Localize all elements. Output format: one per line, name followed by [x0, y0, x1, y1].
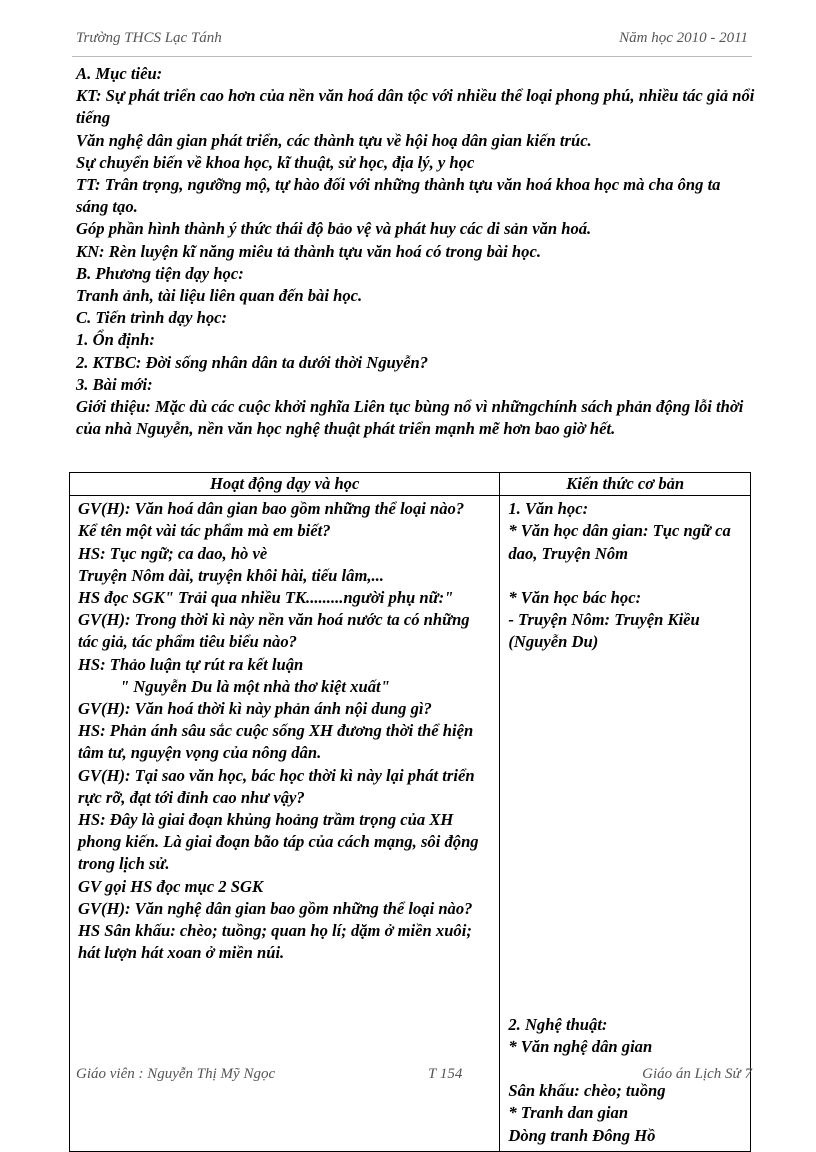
left-line: HS: Đây là giai đoạn khủng hoảng trầm trọng của XH phong kiến. Là giai đoạn bão táp của cách mạng, sôi động trong lịch sử.	[78, 810, 479, 874]
right-line: * Văn học dân gian: Tục ngữ ca dao, Truyện Nôm	[508, 521, 731, 563]
right-line: 2. Nghệ thuật:	[508, 1014, 608, 1034]
knowledge-spacer	[508, 654, 744, 1014]
school-year: Năm học 2010 - 2011	[619, 30, 748, 46]
left-line: GV(H): Văn hoá thời kì này phản ánh nội dung gì?	[78, 699, 432, 719]
left-line: GV(H): Văn hoá dân gian bao gồm những thể loại nào?	[78, 499, 465, 519]
page-footer	[76, 1066, 752, 1086]
step-new-lesson: 3. Bài mới:	[76, 374, 153, 394]
materials-text: Tranh ảnh, tài liệu liên quan đến bài học.	[76, 286, 363, 306]
left-line: HS: Phản ánh sâu sắc cuộc sống XH đương thời thể hiện tâm tư, nguyện vọng của nông dân.	[78, 721, 474, 763]
subject-name: Giáo án Lịch Sử 7	[642, 1066, 752, 1082]
objective-heritage: Góp phần hình thành ý thức thái độ bảo vệ và phát huy các di sản văn hoá.	[76, 219, 592, 239]
lesson-intro	[76, 63, 756, 440]
left-line: HS Sân khấu: chèo; tuồng; quan họ lí; dặm ở miền xuôi; hát lượn hát xoan ở miền núi.	[78, 921, 472, 963]
left-line: " Nguyễn Du là một nhà thơ kiệt xuất"	[120, 676, 390, 696]
objective-skill: KN: Rèn luyện kĩ năng miêu tả thành tựu văn hoá có trong bài học.	[76, 241, 541, 261]
header-activities: Hoạt động dạy và học	[70, 473, 500, 496]
section-objectives-heading: A. Mục tiêu:	[76, 64, 163, 83]
left-line: GV(H): Văn nghệ dân gian bao gồm những thể loại nào?	[78, 898, 473, 918]
step-review: 2. KTBC: Đời sống nhân dân ta dưới thời Nguyễn?	[76, 352, 429, 372]
school-name: Trường THCS Lạc Tánh	[76, 30, 222, 46]
right-line: * Văn nghệ dân gian	[508, 1036, 653, 1056]
right-line: * Văn học bác học:	[508, 588, 642, 607]
right-line: 1. Văn học:	[508, 499, 589, 519]
knowledge-cell	[500, 496, 751, 1152]
lesson-table	[69, 472, 751, 1152]
teacher-name: Giáo viên : Nguyễn Thị Mỹ Ngọc	[76, 1066, 276, 1082]
table-row	[70, 496, 751, 1152]
objective-knowledge: KT: Sự phát triển cao hơn của nền văn hoá dân tộc với nhiều thể loại phong phú, nhiều tác giả nổi tiếng	[76, 86, 755, 128]
introduction-text: Giới thiệu: Mặc dù các cuộc khởi nghĩa Liên tục bùng nổ vì nhữngchính sách phản động lỗi thời của nhà Nguyễn, nền văn học nghệ thuật phát triển mạnh mẽ hơn bao giờ hết.	[76, 397, 744, 439]
left-line: GV gọi HS đọc mục 2 SGK	[78, 876, 264, 896]
objective-science: Sự chuyển biến về khoa học, kĩ thuật, sử học, địa lý, y học	[76, 152, 475, 172]
left-line: HS: Tục ngữ; ca dao, hò vè	[78, 543, 268, 563]
right-line: Dòng tranh Đông Hồ	[508, 1125, 656, 1145]
page-header	[76, 30, 748, 50]
right-line	[508, 565, 744, 587]
section-materials-heading: B. Phương tiện dạy học:	[76, 263, 244, 283]
right-line: * Tranh dan gian	[508, 1103, 629, 1123]
left-line: Kể tên một vài tác phẩm mà em biết?	[78, 521, 331, 541]
section-process-heading: C. Tiến trình dạy học:	[76, 308, 228, 328]
right-line: - Truyện Nôm: Truyện Kiều (Nguyễn Du)	[508, 610, 700, 652]
objective-attitude: TT: Trân trọng, ngưỡng mộ, tự hào đối với những thành tựu văn hoá khoa học mà cha ông ta sáng tạo.	[76, 175, 721, 217]
objective-folk-art: Văn nghệ dân gian phát triển, các thành tựu về hội hoạ dân gian kiến trúc.	[76, 130, 592, 150]
table-header-row	[70, 473, 751, 496]
left-line: GV(H): Trong thời kì này nền văn hoá nước ta có những tác giả, tác phẩm tiêu biểu nào?	[78, 610, 470, 652]
left-line: GV(H): Tại sao văn học, bác học thời kì này lại phát triển rực rỡ, đạt tới đỉnh cao như vậy?	[78, 765, 475, 807]
left-line: HS: Thảo luận tự rút ra kết luận	[78, 654, 304, 674]
step-stabilize: 1. Ổn định:	[76, 330, 155, 350]
right-line: Sân khấu: chèo; tuồng	[508, 1081, 666, 1101]
left-line: HS đọc SGK" Trải qua nhiều TK.........người phụ nữ:"	[78, 588, 454, 608]
left-line: Truyện Nôm dài, truyện khôi hài, tiếu lâm,...	[78, 565, 384, 585]
header-knowledge: Kiến thức cơ bản	[500, 473, 751, 496]
page-number: T 154	[428, 1066, 463, 1082]
activities-cell	[70, 496, 500, 1152]
header-divider	[72, 56, 752, 57]
